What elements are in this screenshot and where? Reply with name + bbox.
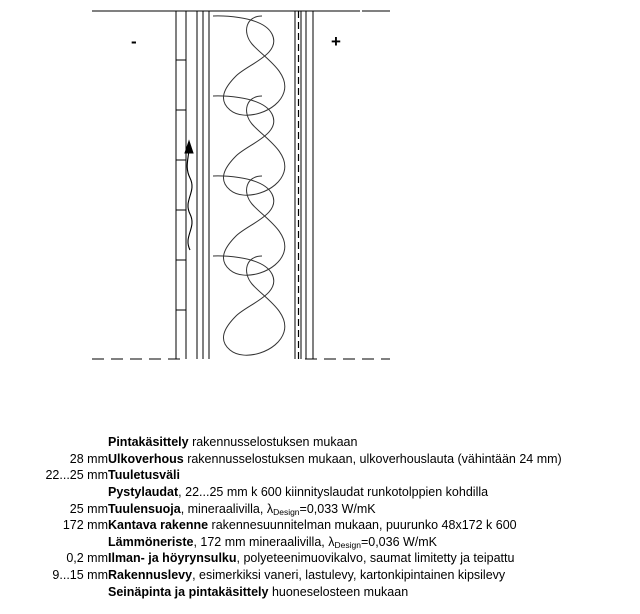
- layer-description: [108, 434, 562, 451]
- layer-detail: , polyeteenimuovikalvo, saumat limitetty ja teipattu: [236, 551, 515, 566]
- table-row: [0, 451, 562, 468]
- layer-description: [108, 501, 562, 518]
- layer-thickness: 22...25 mm: [45, 468, 108, 483]
- layer-term: Ilman- ja höyrynsulku: [108, 551, 237, 566]
- layer-detail: rakennusselostuksen mukaan: [188, 435, 358, 449]
- layer-description: [108, 517, 562, 534]
- layer-thickness: 25 mm: [69, 501, 108, 516]
- layer-legend: [0, 434, 640, 600]
- pressure-label-inside: +: [331, 32, 341, 51]
- legend-table: [0, 434, 562, 600]
- pressure-label-outside: -: [131, 32, 137, 51]
- lambda-subscript: Design: [334, 539, 361, 550]
- layer-term: Pintakäsittely: [108, 435, 189, 449]
- layer-thickness: [0, 484, 108, 501]
- layer-term: Tuuletusväli: [108, 468, 181, 483]
- layer-thickness: [0, 434, 108, 451]
- layer-detail: huoneselosteen mukaan: [268, 584, 409, 599]
- table-row: [0, 534, 562, 551]
- layer-thickness: 28 mm: [69, 451, 108, 466]
- layer-detail: , esimerkiksi vaneri, lastulevy, kartonkipintainen kipsilevy: [192, 568, 506, 582]
- table-row: [0, 501, 562, 518]
- layer-detail: rakennesuunnitelman mukaan, puurunko 48x172 k 600: [208, 518, 517, 533]
- layer-description: [108, 534, 562, 551]
- table-row: [0, 550, 562, 567]
- layer-description: [108, 484, 562, 501]
- table-row: [0, 484, 562, 501]
- layer-term: Ulkoverhous: [108, 451, 184, 466]
- layer-detail: , 22...25 mm k 600 kiinnityslaudat runkotolppien kohdilla: [178, 484, 489, 499]
- layer-term: Lämmöneriste: [108, 534, 194, 549]
- layer-term: Rakennuslevy: [108, 568, 193, 582]
- table-row: [0, 567, 562, 584]
- layer-thickness: 172 mm: [62, 518, 108, 533]
- layer-thickness: 9...15 mm: [52, 568, 108, 582]
- table-row: [0, 584, 562, 601]
- layer-thickness: [0, 534, 108, 551]
- layer-term: Tuulensuoja: [108, 501, 181, 516]
- layer-thickness: [0, 584, 108, 601]
- layer-detail-2: =0,033 W/mK: [299, 501, 376, 516]
- table-row: [0, 467, 562, 484]
- layer-detail: , mineraalivilla, λ: [180, 501, 274, 516]
- layer-description: [108, 567, 562, 584]
- table-row: [0, 434, 562, 451]
- lambda-subscript: Design: [273, 506, 300, 517]
- layer-detail-2: =0,036 W/mK: [360, 534, 438, 549]
- layer-detail: , 172 mm mineraalivilla, λ: [193, 534, 335, 549]
- layer-description: [108, 584, 562, 601]
- layer-term: Seinäpinta ja pintakäsittely: [108, 584, 269, 599]
- table-row: [0, 517, 562, 534]
- layer-description: [108, 467, 562, 484]
- layer-term: Kantava rakenne: [108, 518, 209, 533]
- layer-description: [108, 550, 562, 567]
- layer-detail: rakennusselostuksen mukaan, ulkoverhouslauta (vähintään 24 mm): [183, 451, 562, 466]
- layer-term: Pystylaudat: [108, 484, 179, 499]
- layer-description: [108, 451, 562, 468]
- layer-thickness: 0,2 mm: [66, 551, 108, 566]
